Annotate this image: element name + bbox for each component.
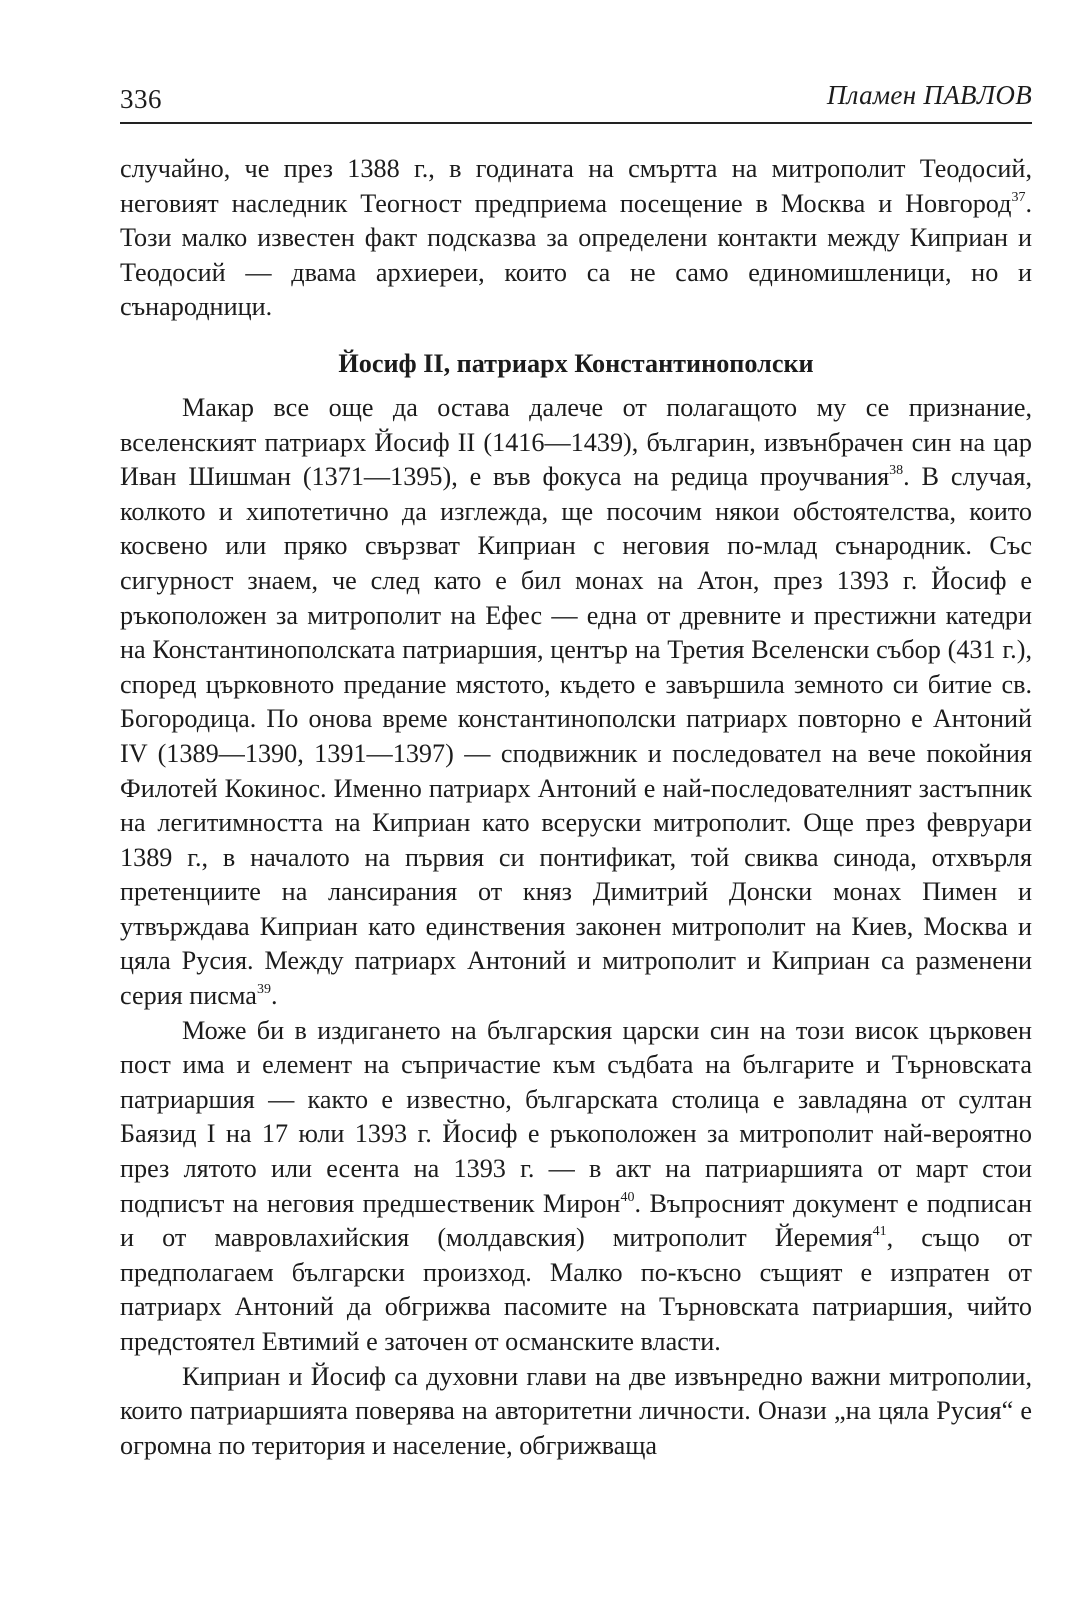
footnote-37: 37: [1011, 189, 1026, 205]
body-text: [120, 152, 1032, 1463]
paragraph-4-text: Киприан и Йосиф са духовни глави на две извънредно важни митрополии, които патриаршията поверява на авторитетни личности. Онази „на цяла Русия“ е огромна по територия и население, обгрижваща: [120, 1361, 1032, 1460]
paragraph-1-text-b: . Този малко известен факт подсказва за определени контакти между Киприан и Теодосий — двама архиереи, които са не само единомишленици, но и сънародници.: [120, 188, 1032, 322]
paragraph-2-text-b: . В случая, колкото и хипотетично да изглежда, ще посочим някои обстоятелства, които косвено или пряко свързват Киприан с неговия по-млад сънародник. Със сигурност знаем, че след като е бил монах на Атон, през 1393 г. Йосиф е ръкоположен за митрополит на Ефес — една от древните и престижни катедри на Константинополската патриаршия, център на Третия Вселенски събор (431 г.), според църковното предание мястото, където е завършила земното си битие св. Богородица. По онова време константинополски патриарх повторно е Антоний IV (1389—1390, 1391—1397) — сподвижник и последовател на вече покойния Филотей Кокинос. Именно патриарх Антоний е най-последователният застъпник на легитимността на Киприан като всеруски митрополит. Още през февруари 1389 г., в началото на първия си понтификат, той свиква синода, отхвърля претенциите на лансирания от княз Димитрий Донски монах Пимен и утвърждава Киприан като единствения законен митрополит на Киев, Москва и цяла Русия. Между патриарх Антоний и митрополит и Киприан са разменени серия писма: [120, 462, 1032, 1011]
paragraph-3-text-b: . Въпросният документ е подписан и от мавровлахийския (молдавския) митрополит Йеремия: [120, 1188, 1032, 1253]
paragraph-2-text-a: Макар все още да остава далече от полагащото му се признание, вселенският патриарх Йосиф II (1416—1439), българин, извънбрачен син на цар Иван Шишман (1371—1395), е във фокуса на редица проучвания: [120, 392, 1032, 492]
footnote-38: 38: [889, 463, 904, 479]
page-header: [120, 78, 1032, 124]
paragraph-2-text-c: .: [270, 981, 278, 1011]
paragraph-3-text-a: Може би в издигането на българския царски син на този висок църковен пост има и елемент на съпричастие към съдбата на българите и Търновската патриаршия — както е известно, българската столица е завладяна от султан Баязид I на 17 юли 1393 г. Йосиф е ръкоположен за митрополит най-вероятно през лятото или есента на 1393 г. — в акт на патриаршията от март стои подписът на неговия предшественик Мирон: [120, 1015, 1032, 1218]
footnote-40: 40: [620, 1189, 635, 1205]
page-number: 336: [120, 84, 162, 114]
paragraph-2: [120, 391, 1032, 1014]
paragraph-4: [120, 1360, 1032, 1464]
paragraph-3: [120, 1014, 1032, 1360]
paragraph-1: [120, 152, 1032, 325]
running-head-author: Пламен ПАВЛОВ: [826, 80, 1032, 110]
paragraph-3-text-c: , също от предполагаем български произход. Малко по-късно същият е изпратен от патриарх Антоний да обгрижва пасомите на Търновската патриаршия, чийто предстоятел Евтимий е заточен от османските власти.: [120, 1223, 1032, 1356]
paragraph-1-text-a: случайно, че през 1388 г., в годината на смъртта на митрополит Теодосий, неговият наследник Теогност предприема посещение в Москва и Новгород: [120, 154, 1032, 218]
footnote-41: 41: [872, 1224, 887, 1240]
footnote-39: 39: [256, 982, 271, 998]
section-heading: Йосиф II, патриарх Константинополски: [338, 348, 814, 378]
book-page: [120, 78, 1032, 1463]
